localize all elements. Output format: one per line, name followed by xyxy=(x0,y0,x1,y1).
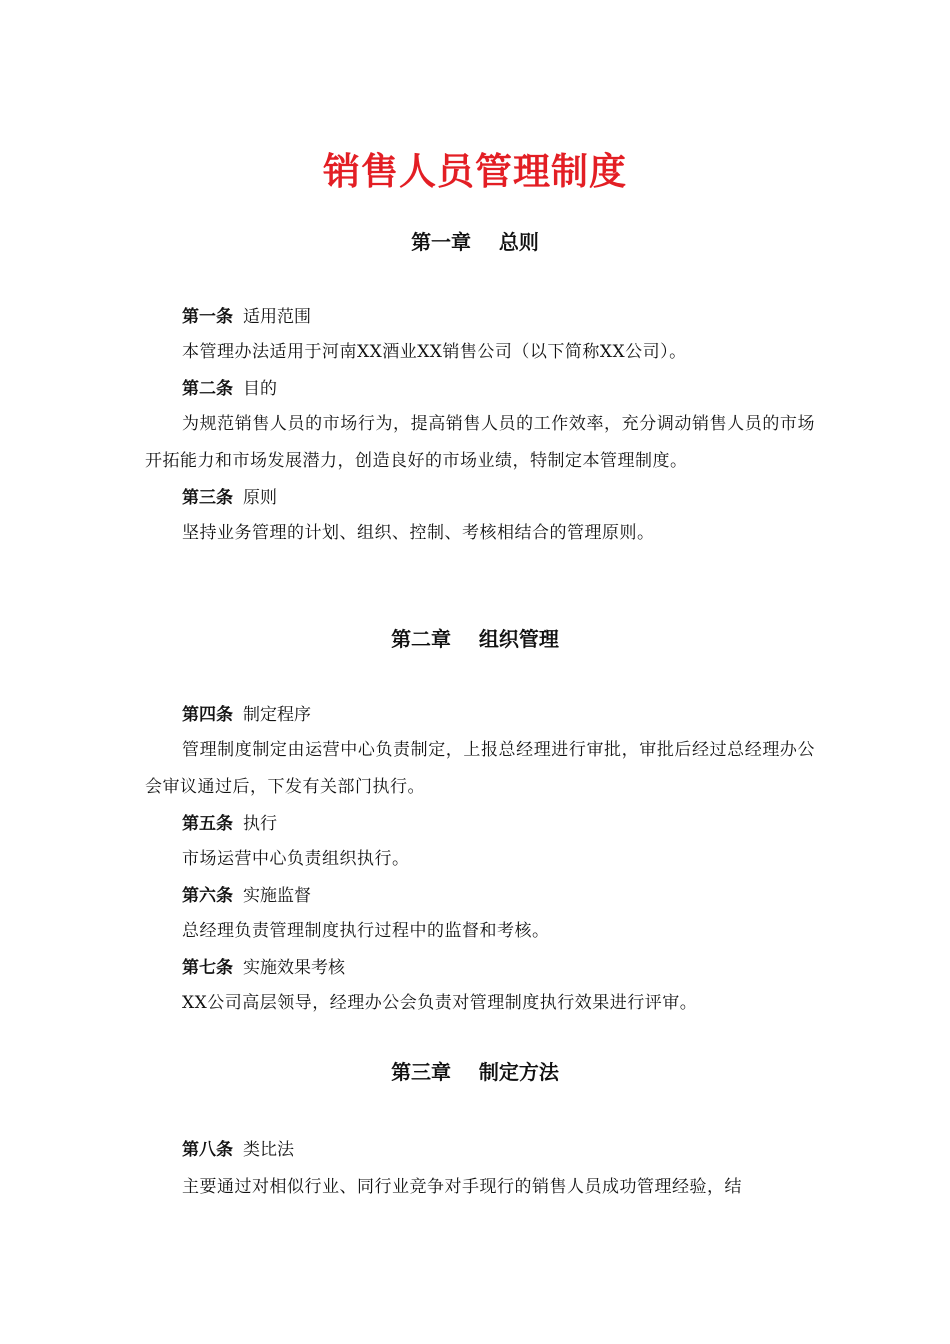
article-1-heading xyxy=(182,304,311,330)
article-2-heading xyxy=(182,376,277,402)
article-number: 第四条 xyxy=(182,705,233,725)
article-3-heading xyxy=(182,485,277,511)
article-7-text: XX公司高层领导，经理办公会负责对管理制度执行效果进行评审。 xyxy=(182,993,698,1013)
article-topic: 目的 xyxy=(243,379,277,399)
article-8-text: 主要通过对相似行业、同行业竞争对手现行的销售人员成功管理经验，结 xyxy=(182,1177,742,1197)
article-topic: 执行 xyxy=(243,814,277,834)
article-2-text: 为规范销售人员的市场行为，提高销售人员的工作效率，充分调动销售人员的市场开拓能力和市场发展潜力，创造良好的市场业绩，特制定本管理制度。 xyxy=(145,414,815,471)
article-topic: 原则 xyxy=(243,488,277,508)
article-number: 第五条 xyxy=(182,814,233,834)
document-title: 销售人员管理制度 xyxy=(323,149,627,193)
article-4-heading xyxy=(182,702,311,728)
article-number: 第六条 xyxy=(182,886,233,906)
article-7-heading xyxy=(182,955,345,981)
article-topic: 制定程序 xyxy=(243,705,311,725)
article-8-heading xyxy=(182,1137,294,1163)
article-number: 第七条 xyxy=(182,958,233,978)
article-number: 第三条 xyxy=(182,488,233,508)
article-1-text: 本管理办法适用于河南XX酒业XX销售公司（以下简称XX公司）。 xyxy=(182,342,687,362)
article-number: 第一条 xyxy=(182,307,233,327)
article-3-text: 坚持业务管理的计划、组织、控制、考核相结合的管理原则。 xyxy=(182,523,655,543)
chapter-3-heading: 第三章 制定方法 xyxy=(391,1060,559,1084)
chapter-1-heading: 第一章 总则 xyxy=(411,230,539,254)
article-4-text: 管理制度制定由运营中心负责制定，上报总经理进行审批，审批后经过总经理办公会审议通过后，下发有关部门执行。 xyxy=(145,740,815,797)
article-6-text: 总经理负责管理制度执行过程中的监督和考核。 xyxy=(182,921,550,941)
article-6-heading xyxy=(182,883,311,909)
article-topic: 类比法 xyxy=(243,1140,294,1160)
article-number: 第八条 xyxy=(182,1140,233,1160)
article-topic: 实施效果考核 xyxy=(243,958,345,978)
article-number: 第二条 xyxy=(182,379,233,399)
article-5-text: 市场运营中心负责组织执行。 xyxy=(182,849,410,869)
article-topic: 实施监督 xyxy=(243,886,311,906)
article-topic: 适用范围 xyxy=(243,307,311,327)
chapter-2-heading: 第二章 组织管理 xyxy=(391,627,559,651)
article-5-heading xyxy=(182,811,277,837)
